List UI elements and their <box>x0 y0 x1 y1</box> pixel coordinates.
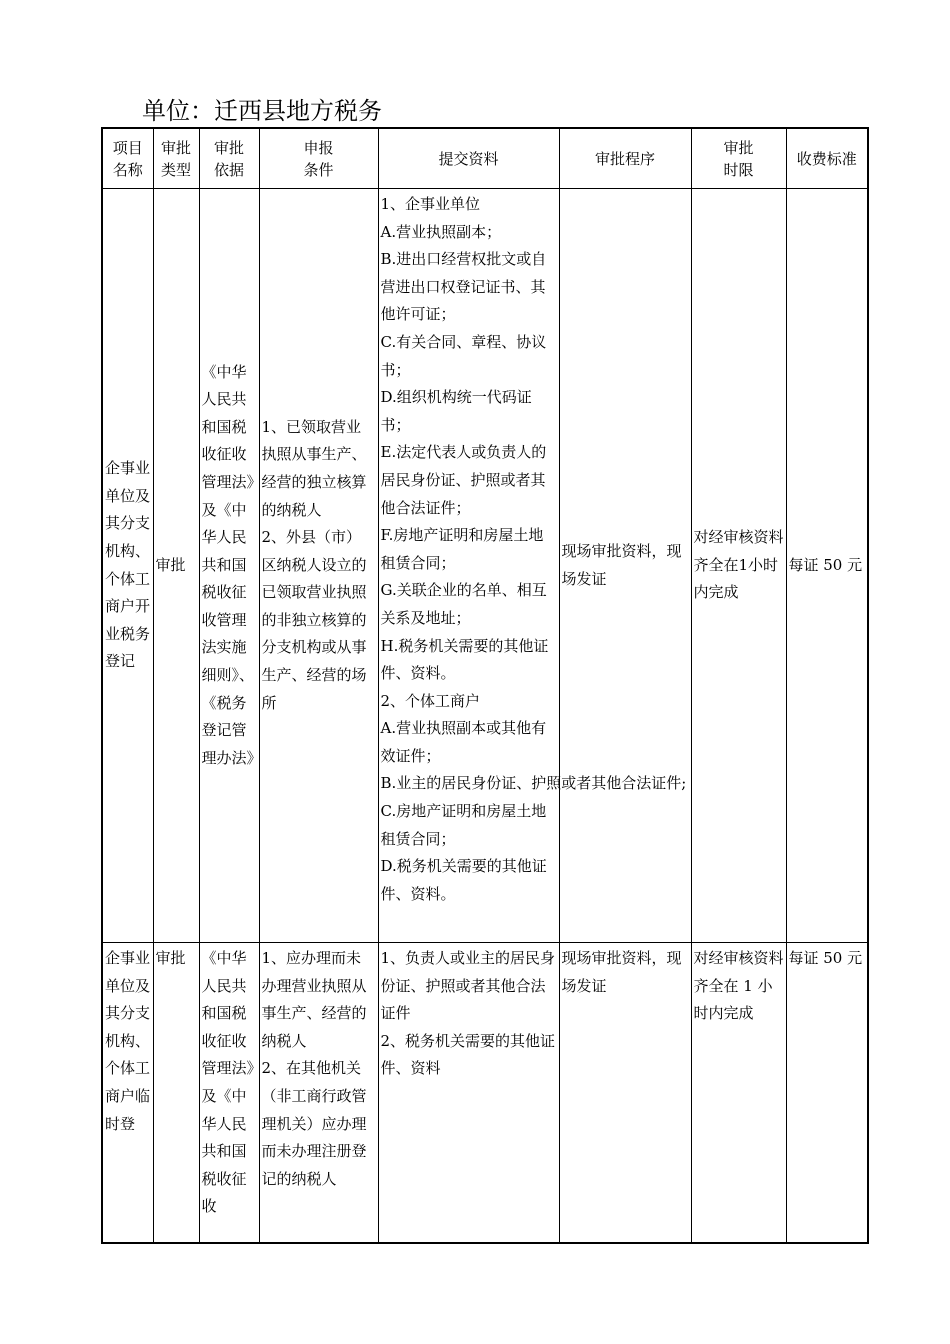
header-basis: 审批 依据 <box>199 128 259 189</box>
cell-conditions: 1、应办理而未办理营业执照从事生产、经营的纳税人 2、在其他机关（非工商行政管理机关）应办理而未办理注册登记的纳税人 <box>259 943 378 1244</box>
table-row <box>102 189 868 943</box>
header-procedure: 审批程序 <box>559 128 691 189</box>
header-approval-type: 审批 类型 <box>153 128 199 189</box>
header-time-limit: 审批 时限 <box>691 128 786 189</box>
cell-materials: 1、负责人或业主的居民身份证、护照或者其他合法证件 2、税务机关需要的其他证件、资料 <box>378 943 559 1244</box>
cell-project-name: 企事业单位及其分支机构、个体工商户开业税务登记 <box>102 189 153 943</box>
cell-time-limit: 对经审核资料齐全在 1 小时内完成 <box>691 943 786 1244</box>
header-fee: 收费标准 <box>786 128 868 189</box>
cell-procedure: 现场审批资料，现场发证 <box>559 189 691 943</box>
table-header-row <box>102 128 868 189</box>
cell-materials: 1、企事业单位 A.营业执照副本； B.进出口经营权批文或自营进出口权登记证书、其他许可证； C.有关合同、章程、协议书； D.组织机构统一代码证书； E.法定代表人或负责人的居民身份证、护照或者其他合法证件； F.房地产证明和房屋土地租赁合同； G.关联企业的名单、相互关系及地址； H.税务机关需要的其他证件、资料。 2、个体工商户 A.营业执照副本或其他有效证件； B.业主的居民身份证、护照或者其他合法证件; C.房地产证明和房屋土地租赁合同； D.税务机关需要的其他证件、资料。 <box>378 189 559 943</box>
header-project-name: 项目 名称 <box>102 128 153 189</box>
cell-approval-type: 审批 <box>153 189 199 943</box>
cell-time-limit: 对经审核资料齐全在1小时内完成 <box>691 189 786 943</box>
cell-basis: 《中华人民共和国税收征收管理法》及《中华人民共和国税收征收 <box>199 943 259 1244</box>
cell-basis: 《中华人民共和国税收征收管理法》及《中华人民共和国税收征收管理法实施细则》、《税务登记管理办法》 <box>199 189 259 943</box>
header-conditions: 申报 条件 <box>259 128 378 189</box>
cell-fee: 每证 50 元 <box>786 189 868 943</box>
cell-project-name: 企事业单位及其分支机构、个体工商户临时登 <box>102 943 153 1244</box>
cell-fee: 每证 50 元 <box>786 943 868 1244</box>
page-title: 单位：迁西县地方税务 <box>142 97 382 125</box>
header-materials: 提交资料 <box>378 128 559 189</box>
cell-procedure: 现场审批资料，现场发证 <box>559 943 691 1244</box>
cell-conditions: 1、已领取营业执照从事生产、经营的独立核算的纳税人 2、外县（市）区纳税人设立的已领取营业执照的非独立核算的分支机构或从事生产、经营的场所 <box>259 189 378 943</box>
approval-table <box>101 127 869 1244</box>
cell-approval-type: 审批 <box>153 943 199 1244</box>
table-row <box>102 943 868 1244</box>
